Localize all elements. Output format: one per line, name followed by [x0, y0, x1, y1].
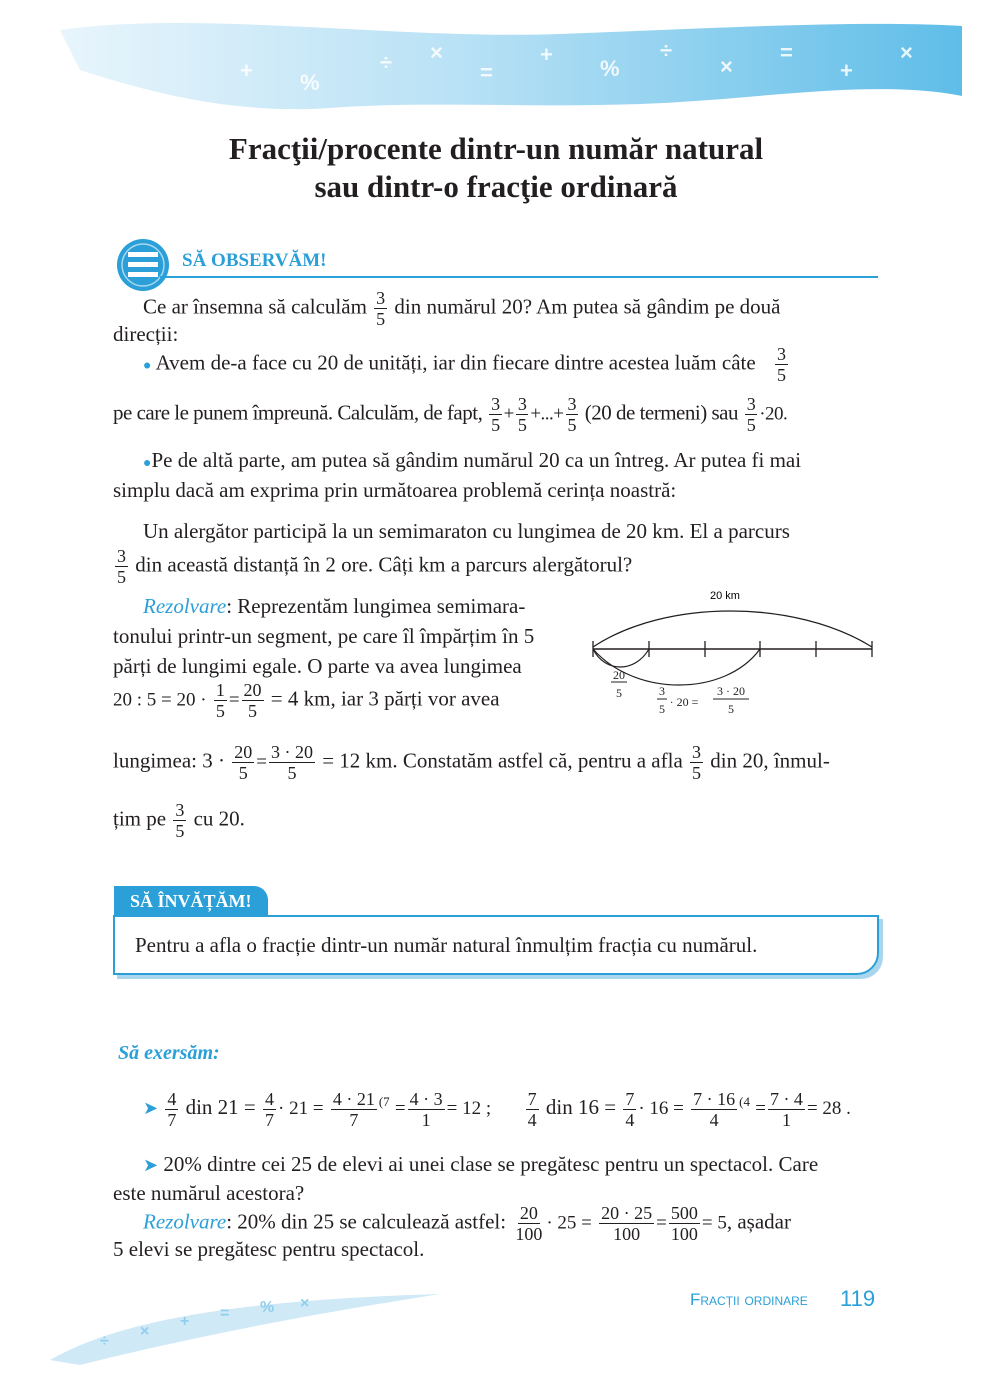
- bullet-1-text-b: pe care le punem împreună. Calculăm, de fapt,: [113, 400, 483, 425]
- intro-text-b: din numărul 20? Am putea să gândim pe două: [394, 294, 781, 319]
- fraction-3x20-5: $\frac{3 \cdot 20}{5}$: [270, 742, 313, 783]
- ex1-mul: · 21 =: [278, 1098, 324, 1119]
- svg-text:%: %: [300, 70, 320, 95]
- rez-line-2: tonului printr-un segment, pe care îl împărțim în 5: [113, 624, 535, 648]
- svg-text:÷: ÷: [380, 50, 393, 75]
- rez-line-1: [143, 590, 525, 622]
- fraction-20-5: $\frac{20}{5}$: [234, 742, 253, 783]
- fraction-3-5: $\frac{3}{5}$: [776, 344, 786, 385]
- problem-text-b: din această distanță în 2 ore. Câți km a parcurs alergătorul?: [135, 552, 633, 577]
- svg-text:+: +: [540, 42, 553, 67]
- fraction-7x16-4: $\frac{7 \cdot 16}{4}$: [693, 1088, 736, 1130]
- arrow-bullet-icon: ➤: [143, 1098, 159, 1118]
- svg-text:%: %: [600, 56, 620, 81]
- rez-text-f2: cu 20.: [193, 806, 245, 831]
- svg-text:×: ×: [140, 1323, 150, 1340]
- svg-text:20: 20: [613, 668, 625, 682]
- fraction-20-100: $\frac{20}{100}$: [515, 1203, 543, 1244]
- svg-text:%: %: [260, 1299, 275, 1316]
- fraction-500-100: $\frac{500}{100}$: [670, 1203, 698, 1244]
- list-icon: [114, 236, 174, 292]
- learn-text: Pentru a afla o fracție dintr-un număr natural înmulțim fracția cu numărul.: [135, 933, 758, 957]
- ex2-mul: · 16 =: [638, 1098, 684, 1119]
- intro-line-2: direcții:: [113, 322, 179, 346]
- ex3-rez-a: : 20% din 25 se calculează astfel:: [226, 1209, 507, 1234]
- ex3-text-a: 20% dintre cei 25 de elevi ai unei clase se pregătesc pentru un spectacol. Care: [163, 1152, 819, 1176]
- problem-line-1: Un alergător participă la un semimaraton cu lungimea de 20 km. El a parcurs: [143, 519, 790, 543]
- fraction-4-7: $\frac{4}{7}$: [265, 1088, 275, 1130]
- bullet-2-text-a: Pe de altă parte, am putea să gândim numărul 20 ca un întreg. Ar putea fi mai: [151, 448, 802, 472]
- ex1-din: din 21 =: [185, 1095, 256, 1119]
- page-number: 119: [840, 1286, 876, 1311]
- ex3-rez-label: Rezolvare: [143, 1209, 227, 1234]
- fraction-7-4: $\frac{7}{4}$: [527, 1088, 537, 1130]
- observe-rule: [160, 276, 878, 278]
- fraction-3-5: $\frac{3}{5}$: [517, 394, 527, 435]
- exercise-line-1: ➤ $\frac{4}{7}$ din 21 = $\frac{4}{7}$ · 21 = $\frac{4 \cdot 21}{7}$ $^{(7}$ = $\frac{4 \cdot 3}{1}$ = 12 ; $\frac{7}{4}$ din 16 = $\frac{7}{4}$ · 16 = $\frac{7 \cdot 16}{4}$ $^{(4}$ = $\frac{7 \cdot 4}{1}$ = 28 .: [143, 1088, 851, 1130]
- bullet-1-text-d: 20.: [765, 403, 788, 425]
- fraction-7x4-1: $\frac{7 \cdot 4}{1}$: [769, 1088, 803, 1130]
- svg-text:3 · 20: 3 · 20: [717, 684, 745, 698]
- chapter-label: Fracții ordinare: [690, 1290, 808, 1309]
- rez-text-f1: țim pe: [113, 806, 167, 831]
- rez-text-a: : Reprezentăm lungimea semimara-: [226, 594, 526, 618]
- segment-diagram: [585, 585, 885, 725]
- rez-line-4: 20 : 5 = 20 · $\frac{1}{5}$ = $\frac{20}{5}$ = 4 km, iar 3 părți vor avea: [113, 680, 500, 721]
- fraction-4x21-7: $\frac{4 \cdot 21}{7}$: [332, 1088, 375, 1130]
- exercise-heading: Să exersăm:: [118, 1042, 220, 1064]
- svg-text:5: 5: [728, 702, 734, 716]
- svg-text:×: ×: [900, 40, 913, 65]
- fraction-4-7: $\frac{4}{7}$: [167, 1088, 177, 1130]
- problem-line-2: [113, 546, 632, 587]
- svg-text:5: 5: [616, 686, 622, 700]
- svg-text:5: 5: [659, 702, 665, 716]
- svg-text:×: ×: [720, 54, 733, 79]
- observe-heading: SĂ OBSERVĂM!: [182, 250, 327, 271]
- svg-text:×: ×: [430, 40, 443, 65]
- svg-text:÷: ÷: [100, 1333, 109, 1350]
- title-line-2: sau dintr-o fracţie ordinară: [314, 169, 678, 204]
- rez-text-e2: = 12 km. Constatăm astfel că, pentru a afla: [322, 748, 683, 773]
- diagram-label: 20 km: [710, 590, 740, 602]
- svg-text:=: =: [220, 1305, 230, 1322]
- fraction-20x25-100: $\frac{20 \cdot 25}{100}$: [601, 1203, 653, 1244]
- svg-text:+: +: [240, 58, 253, 83]
- learn-heading: SĂ ÎNVĂȚĂM!: [114, 886, 268, 916]
- ex1-simplify: (7: [378, 1094, 390, 1109]
- bullet-dot: ●: [143, 456, 152, 471]
- bullet-1-text-a: Avem de-a face cu 20 de unități, iar din fiecare dintre acestea luăm câte: [155, 350, 756, 375]
- rez-text-e3: din 20, înmul-: [710, 748, 830, 773]
- bullet-2-line-2: simplu dacă am exprima prin următoarea problemă cerința noastră:: [113, 478, 677, 502]
- learn-box: [113, 915, 879, 975]
- fraction-3-5: $\frac{3}{5}$: [175, 800, 185, 841]
- intro-text-a: Ce ar însemna să calculăm: [143, 294, 367, 319]
- svg-text:=: =: [480, 60, 493, 85]
- arrow-bullet-icon: ➤: [143, 1155, 159, 1175]
- page-title: [0, 130, 992, 206]
- fraction-3-5: $\frac{3}{5}$: [376, 288, 386, 329]
- fraction-20-5: $\frac{20}{5}$: [243, 680, 262, 721]
- svg-text:=: =: [780, 40, 793, 65]
- svg-text:· 20 =: · 20 =: [669, 695, 699, 709]
- bullet-1-line-1: [143, 344, 790, 385]
- fraction-3-5: $\frac{3}{5}$: [567, 394, 576, 435]
- header-decoration: [0, 0, 992, 130]
- rez-line-6: [113, 800, 245, 841]
- rez-text-d1: 20 : 5 = 20 ·: [113, 689, 207, 711]
- bullet-1-line-2: pe care le punem împreună. Calculăm, de fapt, $\frac{3}{5}$ + $\frac{3}{5}$ +...+ $\frac{3}{5}$ (20 de termeni) sau $\frac{3}{5}$ ·20.: [113, 394, 788, 435]
- ex2-simplify: (4: [739, 1094, 750, 1109]
- fraction-4x3-1: $\frac{4 \cdot 3}{1}$: [409, 1088, 443, 1130]
- fraction-7-4: $\frac{7}{4}$: [625, 1088, 635, 1130]
- rez-text-d2: = 4 km, iar 3 părți vor avea: [270, 686, 500, 711]
- ex3-rez-b: , așadar: [726, 1209, 791, 1234]
- ex2-result: = 28 .: [806, 1098, 851, 1119]
- fraction-3-5: $\frac{3}{5}$: [491, 394, 500, 435]
- exercise-3-line-3: Rezolvare: 20% din 25 se calculează astfel: $\frac{20}{100}$ · 25 = $\frac{20 \cdot 25}{100}$ = $\frac{500}{100}$ = 5, așadar: [143, 1203, 791, 1244]
- svg-text:+: +: [180, 1313, 190, 1330]
- footer-decoration: [40, 1280, 460, 1370]
- bullet-1-text-c: (20 de termeni) sau: [584, 400, 738, 425]
- ex3-result: = 5: [701, 1212, 727, 1234]
- fraction-3-5: $\frac{3}{5}$: [117, 546, 126, 587]
- exercise-3-line-4: 5 elevi se pregătesc pentru spectacol.: [113, 1237, 425, 1261]
- fraction-3-5: $\frac{3}{5}$: [692, 742, 702, 783]
- title-line-1: Fracţii/procente dintr-un număr natural: [228, 131, 764, 166]
- svg-text:×: ×: [300, 1295, 310, 1312]
- ex1-result: = 12 ;: [446, 1098, 492, 1119]
- svg-text:3: 3: [659, 684, 665, 698]
- svg-text:÷: ÷: [660, 38, 673, 63]
- rez-line-3: părți de lungimi egale. O parte va avea lungimea: [113, 654, 522, 678]
- ex3-mul: · 25 =: [546, 1212, 592, 1234]
- bullet-dot: ●: [143, 358, 152, 374]
- rez-text-e1: lungimea: 3 ·: [113, 748, 225, 773]
- ex2-din: din 16 =: [545, 1095, 617, 1119]
- rez-line-5: lungimea: 3 · $\frac{20}{5}$ = $\frac{3 \cdot 20}{5}$ = 12 km. Constatăm astfel că, pentru a afla $\frac{3}{5}$ din 20, înmul-: [113, 742, 830, 783]
- svg-text:+: +: [840, 58, 853, 83]
- intro-line-1: [143, 288, 781, 329]
- fraction-3-5: $\frac{3}{5}$: [746, 394, 756, 435]
- rez-label: Rezolvare: [143, 594, 227, 618]
- fraction-1-5: $\frac{1}{5}$: [215, 680, 225, 721]
- exercise-3-line-2: este numărul acestora?: [113, 1181, 305, 1205]
